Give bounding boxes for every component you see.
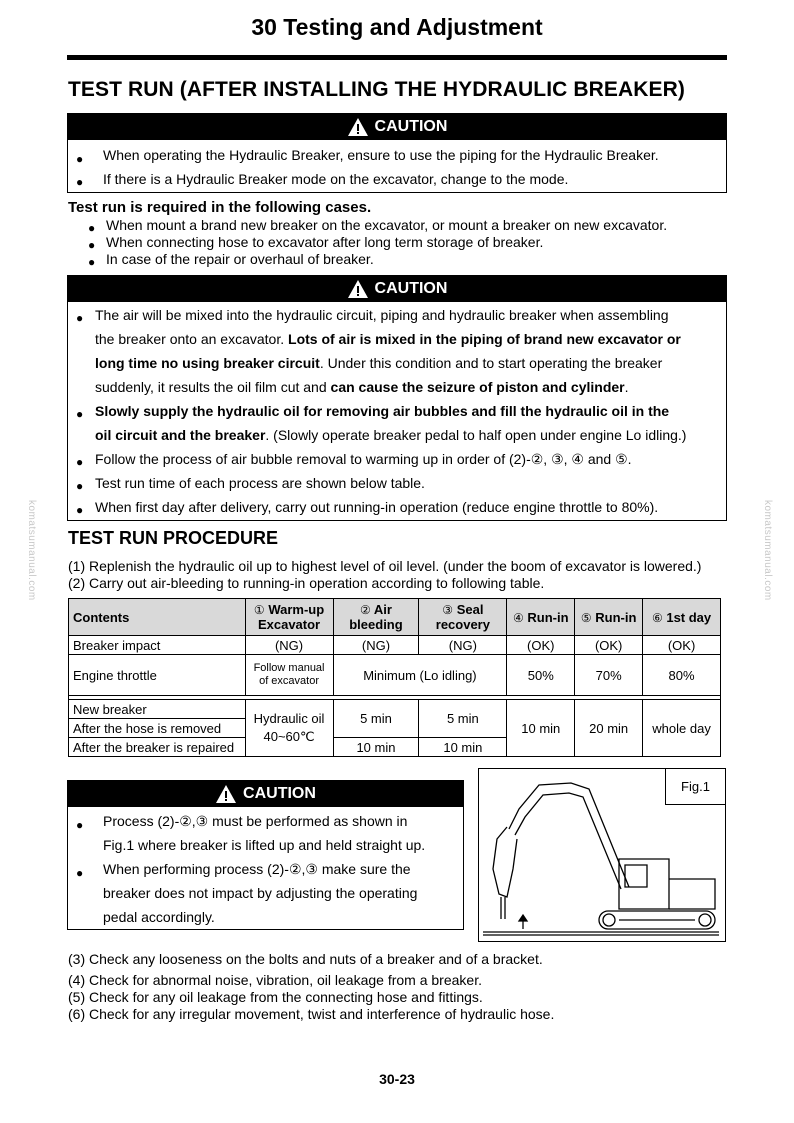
table-cell: 20 min [575,700,643,757]
warning-icon [215,784,237,804]
table-cell: whole day [643,700,721,757]
table-cell: (NG) [419,636,507,655]
row-label: Engine throttle [69,655,246,696]
bullet: ● [76,455,84,469]
table-cell: 80% [643,655,721,696]
bold-text: can cause the seizure of piston and cylinder [330,379,625,395]
required-item-3: In case of the repair or overhaul of breaker. [106,251,374,267]
table-cell: 10 min [507,700,575,757]
figure-label: Fig.1 [665,769,725,805]
header-warmup [245,599,333,636]
table-cell: (NG) [333,636,419,655]
caution1-item-1: When operating the Hydraulic Breaker, ensure to use the piping for the Hydraulic Breaker. [103,147,659,163]
caution2-b5: When first day after delivery, carry out running-in operation (reduce engine throttle to 80%). [95,499,659,515]
table-cell: 10 min [333,738,419,757]
caution-label-1: CAUTION [374,118,448,135]
circled-number: ② [359,603,371,617]
row-label: New breaker [69,700,246,719]
header-run-in-1 [507,599,575,636]
table-cell: Follow manual of excavator [245,655,333,696]
caution-bar-1 [68,114,726,140]
caution1-item-2: If there is a Hydraulic Breaker mode on the excavator, change to the mode. [103,171,569,187]
table-cell: 10 min [419,738,507,757]
header-run-in-2 [575,599,643,636]
caution-box-3 [67,780,464,930]
caution2-b4: Test run time of each process are shown below table. [95,475,425,491]
text: . [624,379,629,395]
table-header-row [69,599,721,636]
watermark-right: komatsumanual.com [762,500,773,601]
table-cell: (OK) [507,636,575,655]
header-text: Seal recovery [435,602,490,632]
section-title-procedure: TEST RUN PROCEDURE [68,528,279,548]
caution3-b2-line3: pedal accordingly. [103,909,215,925]
bold-text: Lots of air is mixed in the piping of brand new excavator or [288,331,681,347]
caution-bar-3 [68,781,463,807]
bullet: ● [76,311,84,325]
table-cell: (NG) [245,636,333,655]
table-cell: 5 min [333,700,419,738]
text: . Under this condition and to start operating the breaker [319,355,663,371]
circled-number: ① [253,603,265,617]
text: . (Slowly operate breaker pedal to half open under engine Lo idling.) [265,427,687,443]
text: the breaker onto an excavator. [95,331,289,347]
caution2-b1-line1: The air will be mixed into the hydraulic circuit, piping and hydraulic breaker when assembling [95,307,669,323]
bullet: ● [76,503,84,517]
caution3-b1-line1: Process (2)-②,③ must be performed as shown in [103,813,408,829]
procedure-step-6: (6) Check for any irregular movement, twist and interference of hydraulic hose. [68,1006,555,1022]
table-row [69,655,721,696]
caution2-b2-line1: Slowly supply the hydraulic oil for removing air bubbles and fill the hydraulic oil in the [95,403,670,419]
row-label: Breaker impact [69,636,246,655]
header-first-day [643,599,721,636]
required-item-2: When connecting hose to excavator after long term storage of breaker. [106,234,544,250]
caution-label-3: CAUTION [243,785,316,802]
required-item-1: When mount a brand new breaker on the excavator, or mount a breaker on new excavator. [106,217,668,233]
caution2-b1-line2 [95,331,681,347]
caution2-b1-line4 [95,379,629,395]
procedure-step-1: (1) Replenish the hydraulic oil up to highest level of oil level. (under the boom of excavator is lowered.) [68,558,702,574]
caution3-b1-line2: Fig.1 where breaker is lifted up and held straight up. [103,837,426,853]
procedure-step-3: (3) Check any looseness on the bolts and nuts of a breaker and of a bracket. [68,951,543,967]
header-contents: Contents [69,599,246,636]
bold-text: long time no using breaker circuit [95,355,320,371]
bullet: ● [76,866,84,880]
bullet: ● [76,479,84,493]
caution2-b1-line3 [95,355,662,371]
table-cell: 5 min [419,700,507,738]
table-row [69,636,721,655]
caution2-b3: Follow the process of air bubble removal to warming up in order of (2)-②, ③, ④ and ⑤. [95,451,632,467]
caution3-b2-line1: When performing process (2)-②,③ make sure the [103,861,411,877]
table-cell: 50% [507,655,575,696]
warning-icon [347,117,369,137]
bullet: ● [76,175,84,189]
text: suddenly, it results the oil film cut and [95,379,331,395]
bullet: ● [76,407,84,421]
warning-icon [347,279,369,299]
section-title-test-run: TEST RUN (AFTER INSTALLING THE HYDRAULIC BREAKER) [68,78,685,101]
bullet: ● [88,255,96,269]
circled-number: ⑤ [580,610,592,625]
caution-box-2 [67,275,727,521]
procedure-step-4: (4) Check for abnormal noise, vibration, oil leakage from a breaker. [68,972,482,988]
header-text: Warm-up Excavator [257,602,325,632]
page-title: 30 Testing and Adjustment [251,14,543,40]
caution3-b2-line2: breaker does not impact by adjusting the operating [103,885,418,901]
caution-box-1 [67,113,727,193]
bullet: ● [88,221,96,235]
header-text: Run-in [527,609,569,625]
header-rule [67,55,727,60]
table-cell: (OK) [643,636,721,655]
caution-bar-2 [68,276,726,302]
bullet: ● [88,238,96,252]
procedure-step-5: (5) Check for any oil leakage from the connecting hose and fittings. [68,989,483,1005]
table-cell: 70% [575,655,643,696]
table-cell: Hydraulic oil 40~60℃ [245,700,333,757]
header-text: Run-in [595,609,637,625]
procedure-table [68,598,721,757]
page-number: 30-23 [379,1071,415,1087]
table-row [69,700,721,719]
bold-text: oil circuit and the breaker [95,427,266,443]
header-seal-recovery [419,599,507,636]
bullet: ● [76,152,84,166]
circled-number: ⑥ [651,610,663,625]
table-cell: Minimum (Lo idling) [333,655,507,696]
bullet: ● [76,818,84,832]
row-label: After the hose is removed [69,719,246,738]
row-label: After the breaker is repaired [69,738,246,757]
caution-label-2: CAUTION [374,280,448,297]
table-cell: (OK) [575,636,643,655]
required-heading: Test run is required in the following cases. [68,199,372,216]
caution2-b2-line2 [95,427,686,443]
header-air-bleeding [333,599,419,636]
header-text: 1st day [666,609,712,625]
watermark-left: komatsumanual.com [26,500,37,601]
figure-1 [478,768,726,942]
procedure-step-2: (2) Carry out air-bleeding to running-in operation according to following table. [68,575,545,591]
circled-number: ④ [513,610,524,625]
excavator-illustration [479,769,725,941]
circled-number: ③ [442,603,454,617]
header-text: Air bleeding [349,602,403,632]
